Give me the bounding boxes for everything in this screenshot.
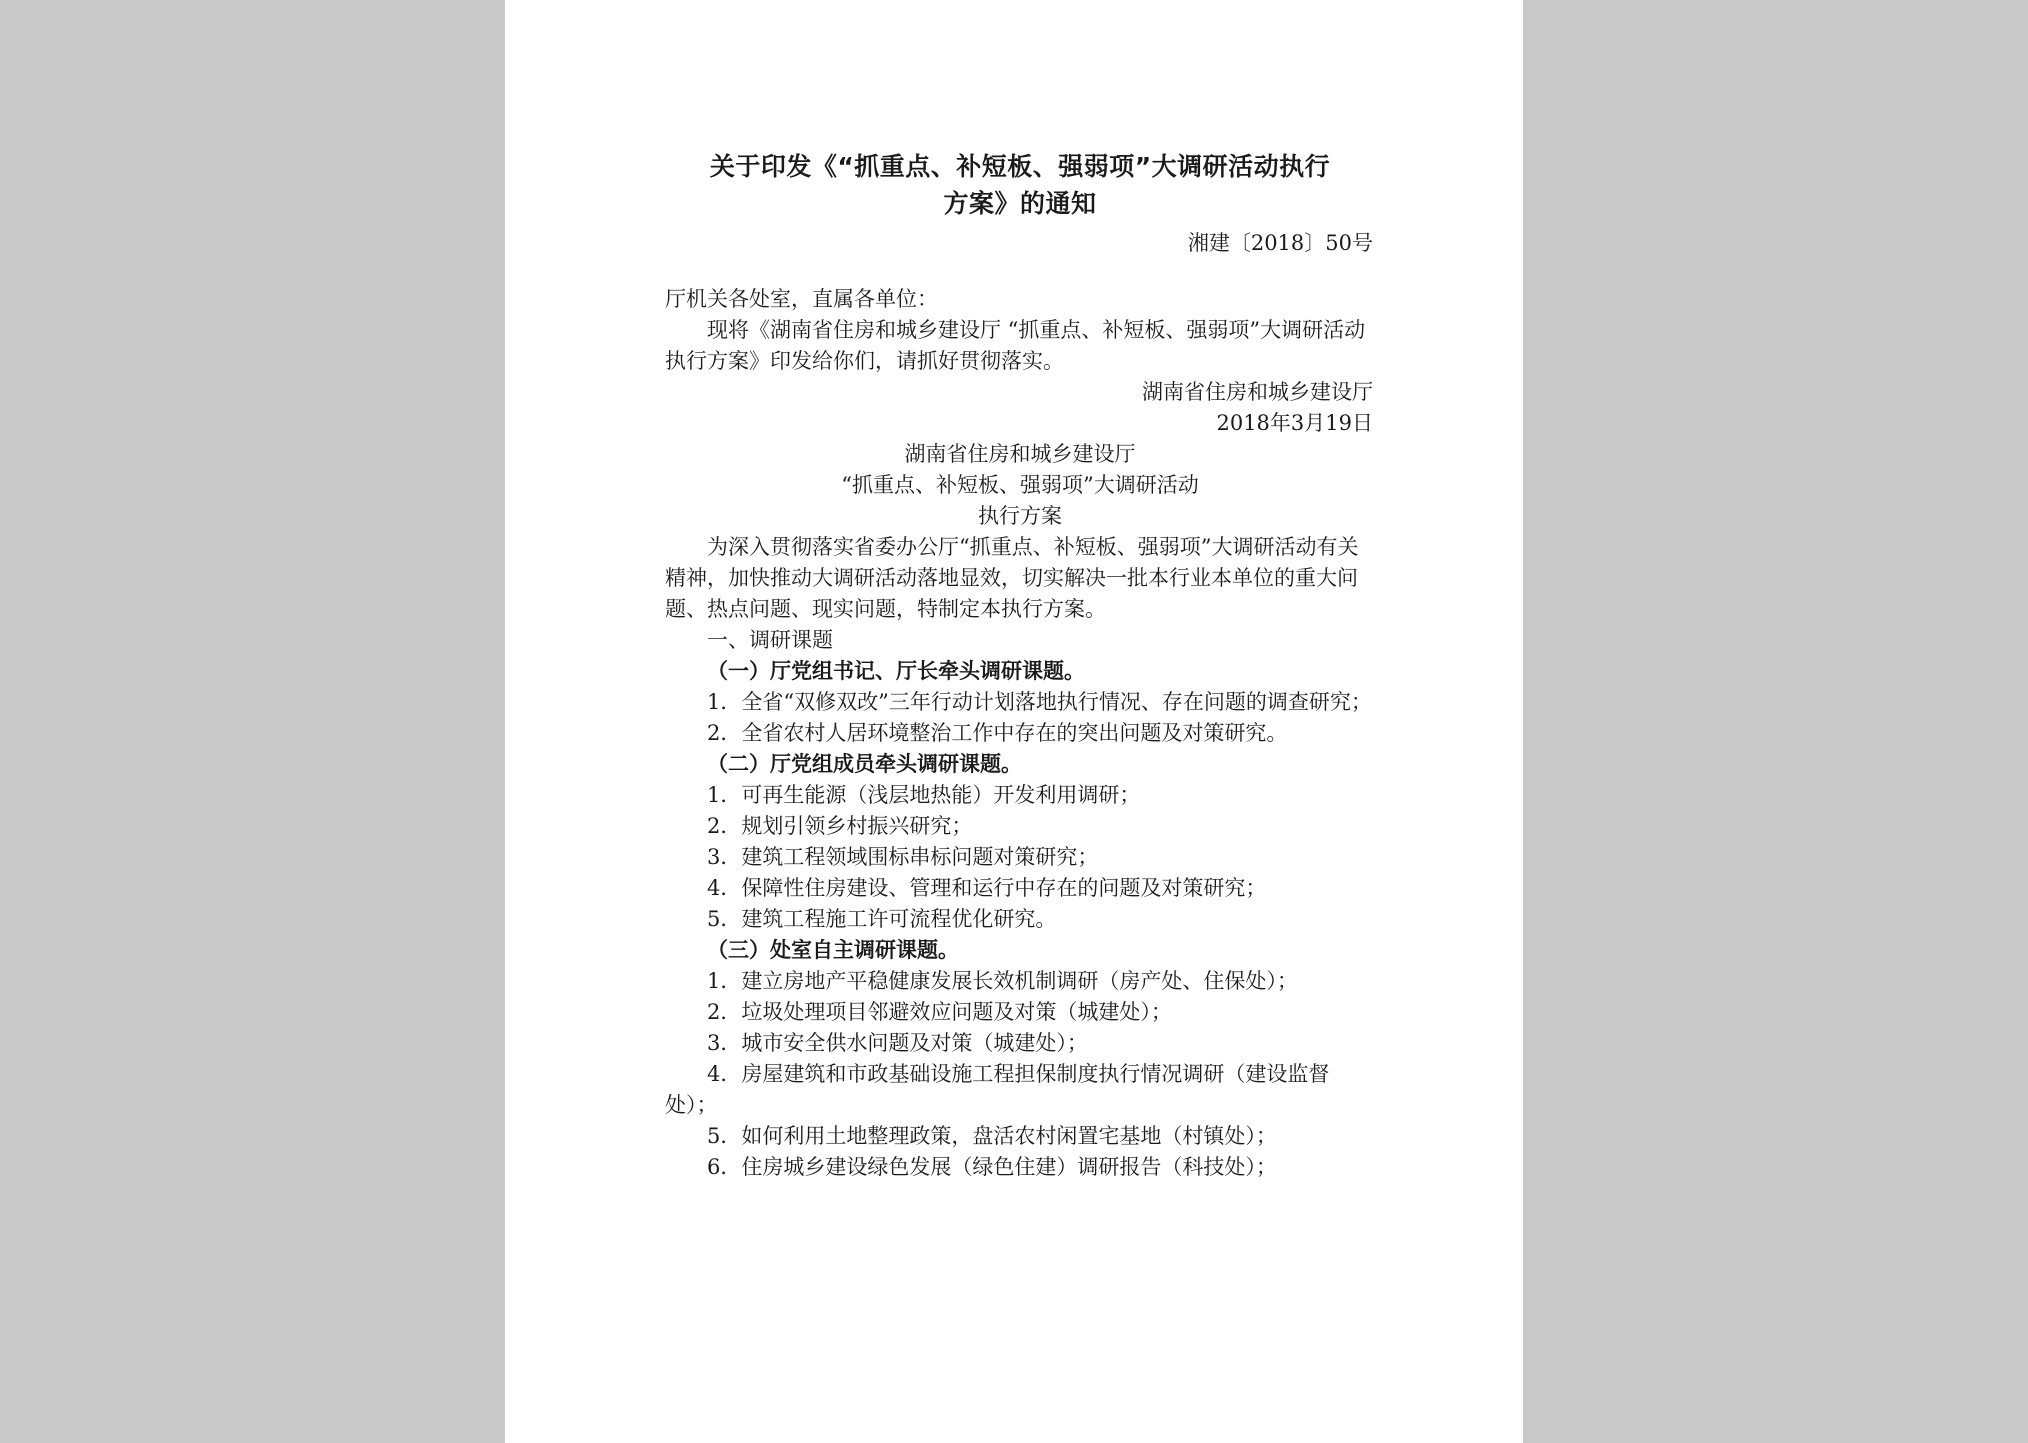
subsection-3-title: （三）处室自主调研课题。 [707,938,959,962]
recipient-line: 厅机关各处室，直属各单位： [665,287,938,311]
document-title [665,148,1375,222]
title-line-2: 方案》的通知 [943,189,1097,218]
plan-header-subtitle: 执行方案 [978,504,1062,528]
plan-header-org: 湖南省住房和城乡建设厅 [904,442,1136,466]
list-item: 2．全省农村人居环境整治工作中存在的突出问题及对策研究。 [707,721,1288,745]
list-item: 3．城市安全供水问题及对策（城建处）； [707,1031,1088,1055]
document-number: 湘建〔2018〕50号 [1187,231,1373,255]
document-content [665,148,1375,1183]
list-item: 2．垃圾处理项目邻避效应问题及对策（城建处）； [707,1000,1172,1024]
list-item: 5．建筑工程施工许可流程优化研究。 [707,907,1057,931]
title-line-1: 关于印发《“抓重点、补短板、强弱项”大调研活动执行 [709,152,1331,181]
document-page [505,0,1523,1443]
list-item: 4．房屋建筑和市政基础设施工程担保制度执行情况调研（建设监督处）； [665,1062,1330,1117]
list-item: 6．住房城乡建设绿色发展（绿色住建）调研报告（科技处）； [707,1155,1277,1179]
list-item: 1．可再生能源（浅层地热能）开发利用调研； [707,783,1141,807]
signature-org: 湖南省住房和城乡建设厅 [1142,380,1373,404]
subsection-2-title: （二）厅党组成员牵头调研课题。 [707,752,1022,776]
list-item: 1．建立房地产平稳健康发展长效机制调研（房产处、住保处）； [707,969,1298,993]
list-item: 1．全省“双修双改”三年行动计划落地执行情况、存在问题的调查研究； [707,690,1372,714]
list-item: 3．建筑工程领域围标串标问题对策研究； [707,845,1099,869]
plan-header-title: “抓重点、补短板、强弱项”大调研活动 [841,473,1199,497]
plan-intro: 为深入贯彻落实省委办公厅“抓重点、补短板、强弱项”大调研活动有关精神，加快推动大调研活动落地显效，切实解决一批本行业本单位的重大问题、热点问题、现实问题，特制定本执行方案。 [665,535,1359,621]
section-1-title: 一、调研课题 [707,628,833,652]
list-item: 2．规划引领乡村振兴研究； [707,814,973,838]
list-item: 4．保障性住房建设、管理和运行中存在的问题及对策研究； [707,876,1267,900]
subsection-1-title: （一）厅党组书记、厅长牵头调研课题。 [707,659,1085,683]
list-item: 5．如何利用土地整理政策，盘活农村闲置宅基地（村镇处）； [707,1124,1277,1148]
signature-date: 2018年3月19日 [1216,411,1373,435]
notice-body: 现将《湖南省住房和城乡建设厅 “抓重点、补短板、强弱项”大调研活动执行方案》印发给你们，请抓好贯彻落实。 [665,318,1366,373]
